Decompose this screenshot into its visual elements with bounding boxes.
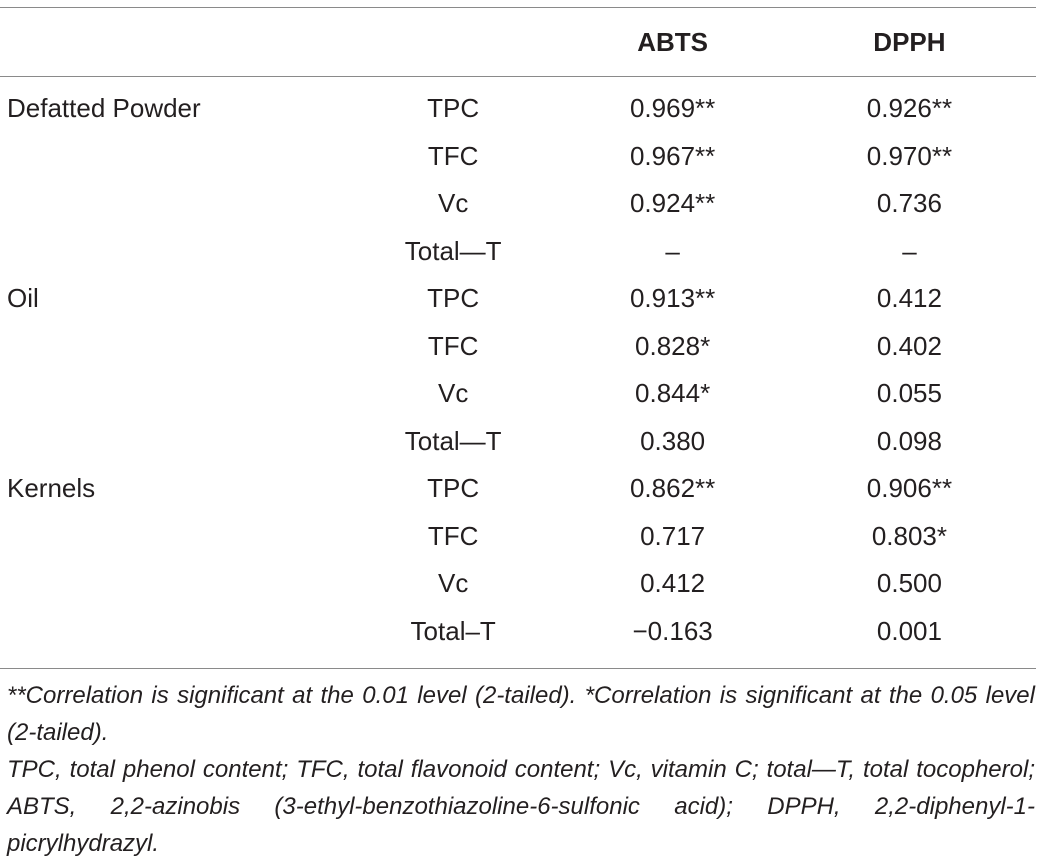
- header-abts: ABTS: [637, 26, 709, 57]
- row-dpph: 0.906**: [866, 473, 953, 504]
- row-abts: 0.412: [640, 568, 706, 599]
- row-abts: 0.380: [640, 425, 706, 456]
- row-dpph: 0.001: [876, 615, 942, 646]
- row-dpph: 0.970**: [866, 140, 953, 171]
- header-row: [0, 16, 1036, 68]
- table-row: [0, 608, 1036, 656]
- abbreviations-note: TPC, total phenol content; TFC, total flavonoid content; Vc, vitamin C; total—T, total tocopherol; ABTS, 2,2-azinobis (3-ethyl-benzothiazoline-6-sulfonic acid); DPPH, 2,2-diphenyl-1-picrylhydrazyl.: [7, 756, 1035, 857]
- table-row: [0, 68, 1036, 133]
- row-dpph: 0.736: [876, 188, 942, 219]
- row-abts: 0.924**: [629, 188, 716, 219]
- row-abts: –: [665, 235, 680, 266]
- row-dpph: 0.412: [876, 283, 942, 314]
- table-row: [0, 133, 1036, 181]
- row-dpph: 0.055: [876, 378, 942, 409]
- row-metric: Total–T: [410, 615, 496, 646]
- table-row: [0, 180, 1036, 228]
- row-group: [0, 180, 344, 228]
- row-abts: 0.969**: [629, 93, 716, 124]
- row-metric: Vc: [438, 568, 469, 599]
- row-dpph: 0.098: [876, 425, 942, 456]
- header-group: [0, 16, 344, 68]
- header-dpph: DPPH: [873, 26, 946, 57]
- row-group: Oil: [7, 283, 39, 314]
- row-metric: Total—T: [404, 235, 502, 266]
- row-metric: TFC: [427, 140, 479, 171]
- row-group: [0, 228, 344, 276]
- table-row: [0, 465, 1036, 513]
- row-group: [0, 608, 344, 656]
- row-abts: 0.828*: [635, 330, 711, 361]
- table-row: [0, 418, 1036, 466]
- row-dpph: –: [902, 235, 917, 266]
- row-abts: 0.913**: [629, 283, 716, 314]
- row-abts: 0.844*: [635, 378, 711, 409]
- row-abts: 0.717: [640, 520, 706, 551]
- row-group: Defatted Powder: [7, 93, 201, 124]
- row-metric: Vc: [438, 378, 469, 409]
- row-abts: 0.967**: [629, 140, 716, 171]
- header-metric: [344, 16, 562, 68]
- top-rule: [0, 7, 1036, 8]
- row-metric: Total—T: [404, 425, 502, 456]
- table-row: [0, 275, 1036, 323]
- row-group: [0, 370, 344, 418]
- row-dpph: 0.926**: [866, 93, 953, 124]
- correlation-table: [0, 16, 1036, 655]
- row-metric: Vc: [438, 188, 469, 219]
- bottom-rule: [0, 668, 1036, 669]
- row-metric: TPC: [427, 283, 480, 314]
- row-dpph: 0.402: [876, 330, 942, 361]
- row-group: Kernels: [7, 473, 96, 504]
- table-row: [0, 513, 1036, 561]
- row-group: [0, 133, 344, 181]
- row-abts: −0.163: [632, 615, 713, 646]
- row-metric: TFC: [427, 520, 479, 551]
- row-dpph: 0.803*: [871, 520, 948, 551]
- row-group: [0, 560, 344, 608]
- table-row: [0, 323, 1036, 371]
- row-metric: TPC: [427, 473, 480, 504]
- row-group: [0, 513, 344, 561]
- significance-note: **Correlation is significant at the 0.01 level (2-tailed). *Correlation is significant at the 0.05 level (2-tailed).: [7, 682, 1035, 746]
- row-abts: 0.862**: [629, 473, 716, 504]
- table-row: [0, 560, 1036, 608]
- row-metric: TPC: [427, 93, 480, 124]
- row-group: [0, 418, 344, 466]
- row-group: [0, 323, 344, 371]
- table-row: [0, 228, 1036, 276]
- table-row: [0, 370, 1036, 418]
- table-footnotes: [7, 677, 1035, 862]
- row-dpph: 0.500: [876, 568, 942, 599]
- row-metric: TFC: [427, 330, 479, 361]
